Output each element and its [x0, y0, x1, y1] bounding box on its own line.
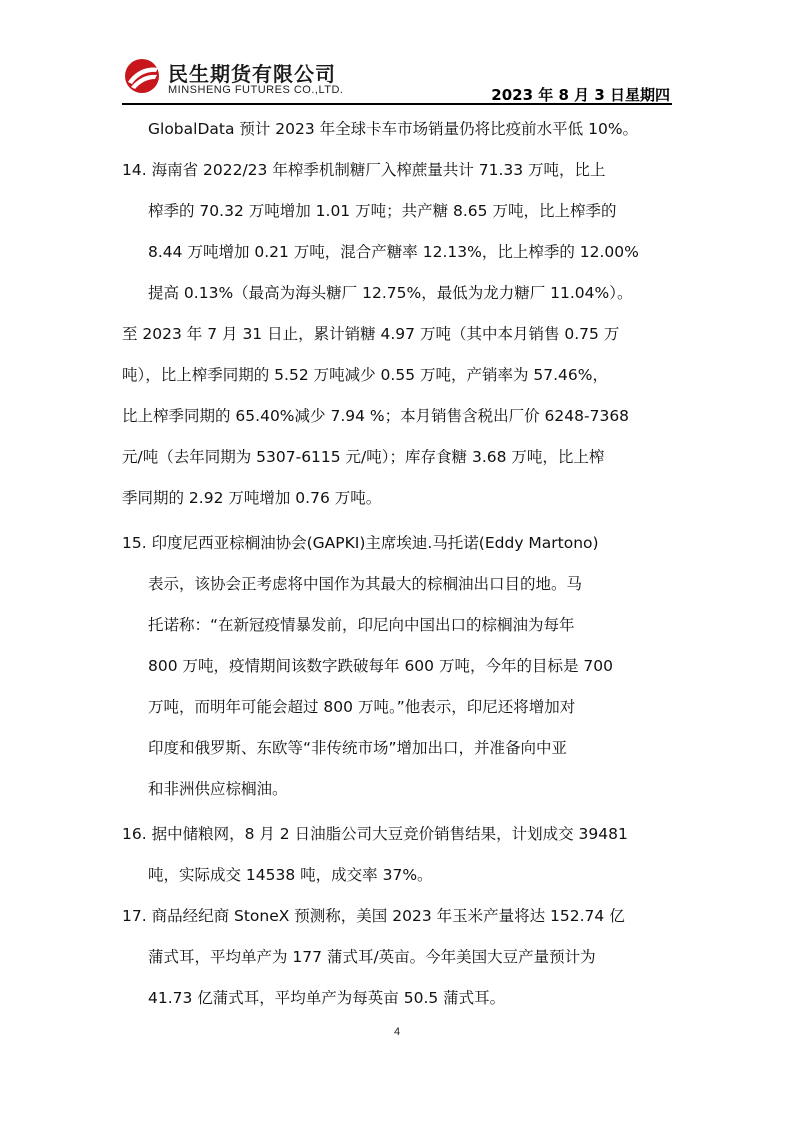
company-name-en: MINSHENG FUTURES CO.,LTD. — [168, 84, 344, 96]
body-line: 季同期的 2.92 万吨增加 0.76 万吨。 — [122, 489, 382, 507]
body-line: 比上榨季同期的 65.40%减少 7.94 %；本月销售含税出厂价 6248-7368 — [122, 407, 630, 425]
body-line: 16. 据中储粮网，8 月 2 日油脂公司大豆竞价销售结果，计划成交 39481 — [122, 825, 628, 843]
report-date: 2023 年 8 月 3 日星期四 — [491, 86, 670, 104]
body-line: 和非洲供应棕榈油。 — [148, 780, 288, 798]
body-line: 表示，该协会正考虑将中国作为其最大的棕榈油出口目的地。马 — [148, 575, 583, 593]
body-line: 8.44 万吨增加 0.21 万吨，混合产糖率 12.13%，比上榨季的 12.00% — [148, 243, 639, 261]
body-line: 蒲式耳，平均单产为 177 蒲式耳/英亩。今年美国大豆产量预计为 — [148, 948, 596, 966]
body-line: 41.73 亿蒲式耳，平均单产为每英亩 50.5 蒲式耳。 — [148, 989, 506, 1007]
body-line: 15. 印度尼西亚棕榈油协会(GAPKI)主席埃迪.马托诺(Eddy Martono) — [122, 534, 599, 552]
company-name-cn: 民生期货有限公司 — [168, 62, 336, 86]
body-line: 提高 0.13%（最高为海头糖厂 12.75%，最低为龙力糖厂 11.04%）。 — [148, 284, 633, 302]
body-line: 榨季的 70.32 万吨增加 1.01 万吨；共产糖 8.65 万吨，比上榨季的 — [148, 202, 617, 220]
body-line: 吨），比上榨季同期的 5.52 万吨减少 0.55 万吨，产销率为 57.46%， — [122, 366, 609, 384]
page-header — [0, 0, 794, 110]
body-line: 托诺称：“在新冠疫情暴发前，印尼向中国出口的棕榈油为每年 — [148, 616, 575, 634]
body-line: 至 2023 年 7 月 31 日止，累计销糖 4.97 万吨（其中本月销售 0.75 万 — [122, 325, 620, 343]
body-line: 17. 商品经纪商 StoneX 预测称，美国 2023 年玉米产量将达 152.74 亿 — [122, 907, 625, 925]
body-line: 800 万吨，疫情期间该数字跌破每年 600 万吨，今年的目标是 700 — [148, 657, 613, 675]
body-line: 元/吨（去年同期为 5307-6115 元/吨）；库存食糖 3.68 万吨，比上榨 — [122, 448, 605, 466]
body-line: GlobalData 预计 2023 年全球卡车市场销量仍将比疫前水平低 10%。 — [148, 120, 639, 138]
body-line: 吨，实际成交 14538 吨，成交率 37%。 — [148, 866, 433, 884]
page-number: 4 — [393, 1026, 401, 1038]
minsheng-logo-icon — [122, 56, 162, 96]
body-line: 印度和俄罗斯、东欧等“非传统市场”增加出口，并准备向中亚 — [148, 739, 568, 757]
body-line: 万吨，而明年可能会超过 800 万吨。”他表示，印尼还将增加对 — [148, 698, 576, 716]
body-line: 14. 海南省 2022/23 年榨季机制糖厂入榨蔗量共计 71.33 万吨，比上 — [122, 161, 606, 179]
header-divider — [122, 103, 672, 105]
